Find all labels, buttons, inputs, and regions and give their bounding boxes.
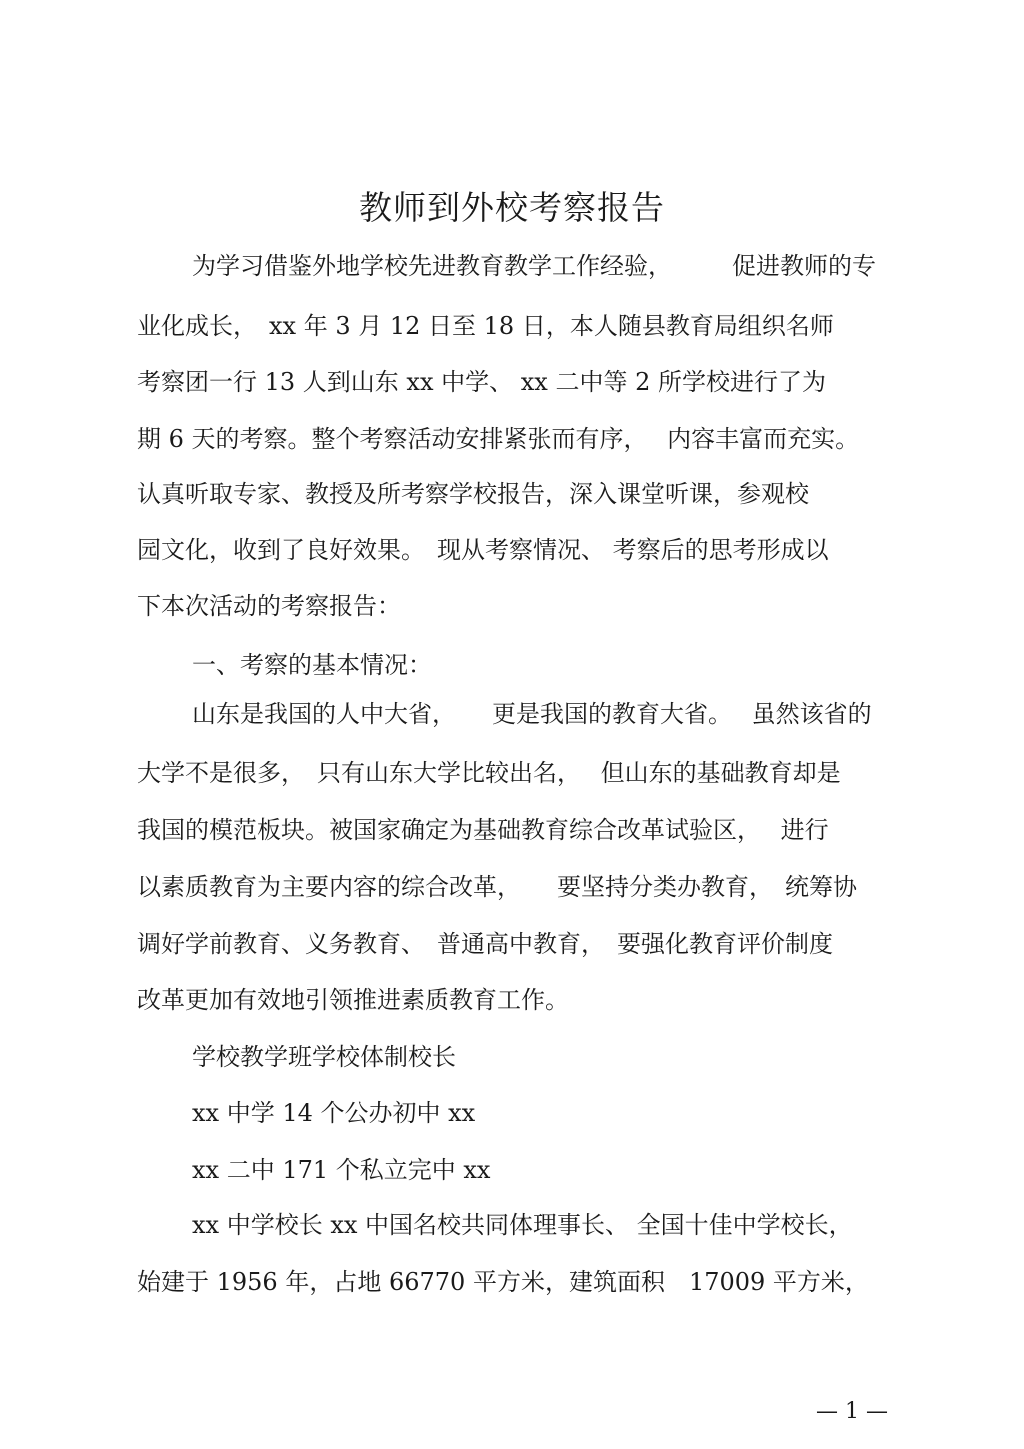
table-row-2: xx 二中 171 个私立完中 xx bbox=[192, 1156, 491, 1184]
paragraph-line-9: 大学不是很多， 只有山东大学比较出名， 但山东的基础教育却是 bbox=[137, 759, 841, 787]
paragraph-line-15: 始建于 1956 年，占地 66770 平方米，建筑面积 17009 平方米， bbox=[137, 1268, 869, 1296]
paragraph-line-8: 山东是我国的人中大省， 更是我国的教育大省。 虽然该省的 bbox=[192, 700, 872, 728]
paragraph-line-1: 为学习借鉴外地学校先进教育教学工作经验， 促进教师的专 bbox=[192, 252, 876, 280]
paragraph-line-6: 园文化，收到了良好效果。 现从考察情况、 考察后的思考形成以 bbox=[137, 536, 829, 564]
paragraph-line-2: 业化成长， xx 年 3 月 12 日至 18 日，本人随县教育局组织名师 bbox=[137, 312, 834, 340]
document-title: 教师到外校考察报告 bbox=[359, 188, 665, 227]
paragraph-line-14: xx 中学校长 xx 中国名校共同体理事长、 全国十佳中学校长， bbox=[192, 1211, 853, 1239]
paragraph-line-5: 认真听取专家、教授及所考察学校报告，深入课堂听课，参观校 bbox=[137, 480, 809, 508]
paragraph-line-10: 我国的模范板块。被国家确定为基础教育综合改革试验区， 进行 bbox=[137, 816, 829, 844]
paragraph-line-11: 以素质教育为主要内容的综合改革， 要坚持分类办教育， 统筹协 bbox=[137, 873, 857, 901]
page-number: — 1 — bbox=[816, 1399, 888, 1424]
paragraph-line-3: 考察团一行 13 人到山东 xx 中学、 xx 二中等 2 所学校进行了为 bbox=[137, 368, 826, 396]
table-row-1: xx 中学 14 个公办初中 xx bbox=[192, 1099, 476, 1127]
paragraph-line-13: 改革更加有效地引领推进素质教育工作。 bbox=[137, 986, 569, 1014]
paragraph-line-12: 调好学前教育、义务教育、 普通高中教育， 要强化教育评价制度 bbox=[137, 930, 833, 958]
paragraph-line-7: 下本次活动的考察报告： bbox=[137, 592, 401, 620]
table-header-line: 学校教学班学校体制校长 bbox=[192, 1043, 456, 1071]
section-heading: 一、考察的基本情况： bbox=[192, 651, 432, 679]
paragraph-line-4: 期 6 天的考察。整个考察活动安排紧张而有序， 内容丰富而充实。 bbox=[137, 425, 860, 453]
